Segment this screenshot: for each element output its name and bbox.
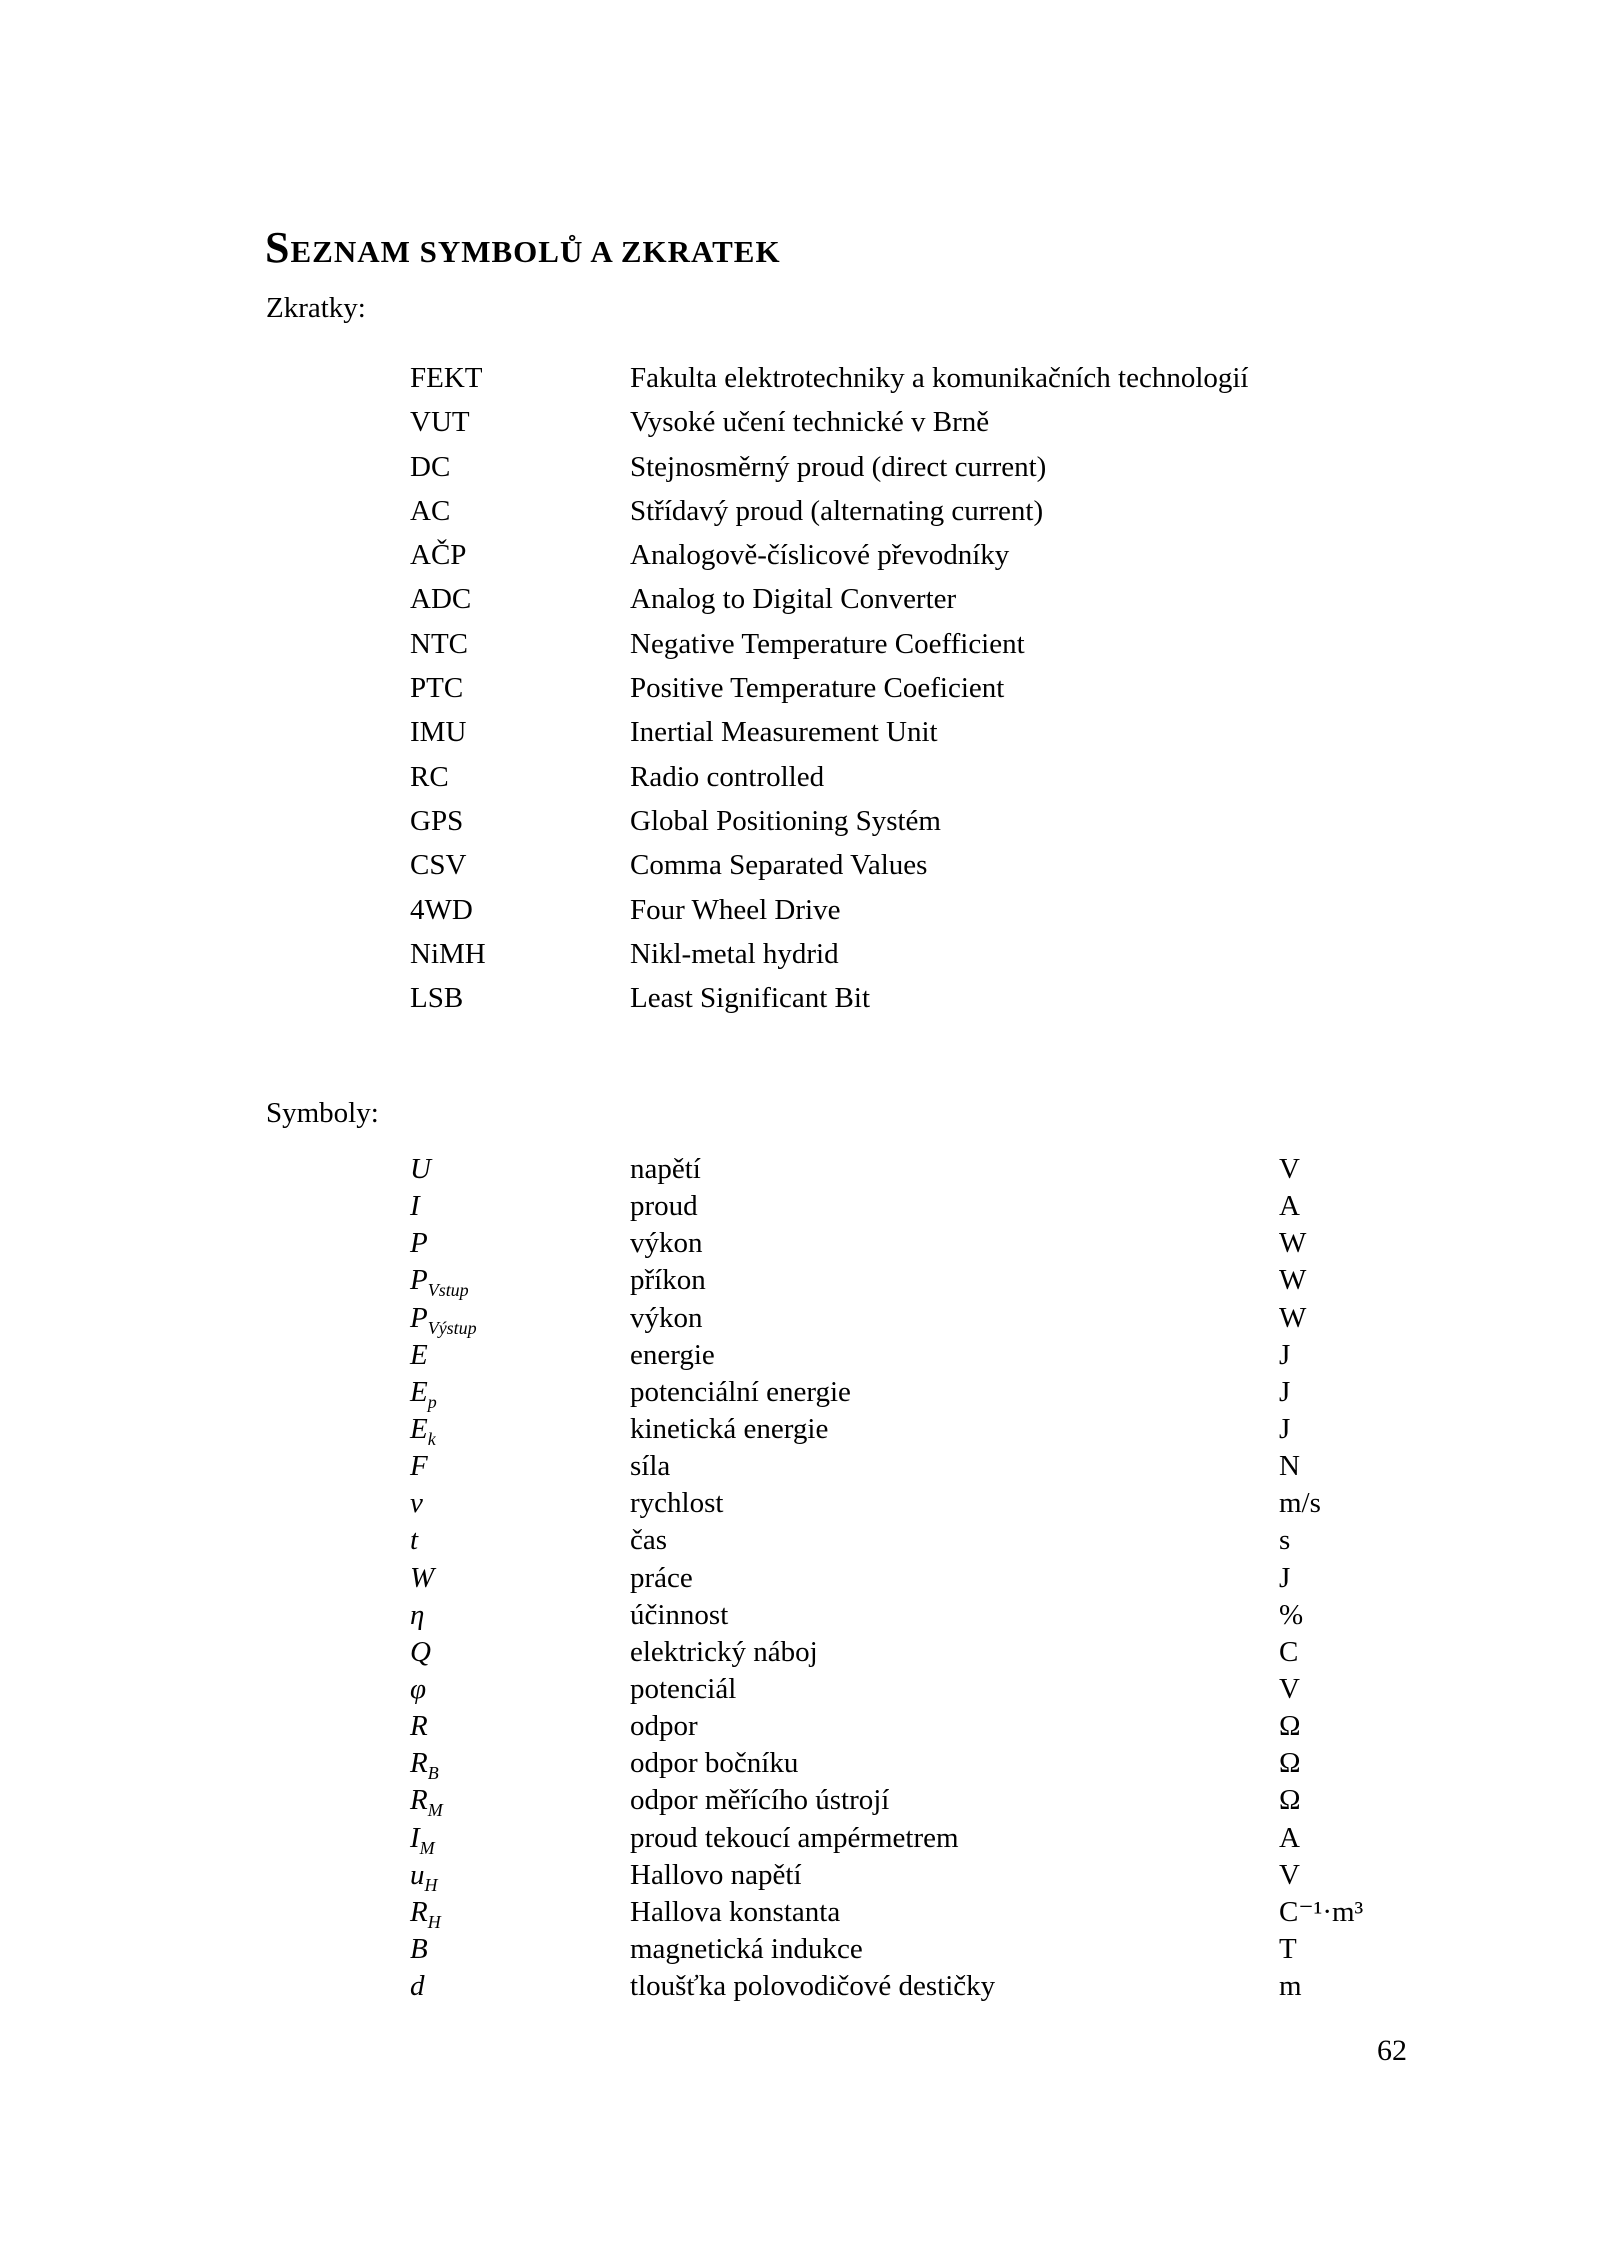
abbreviation-row [410,755,1249,799]
symbol-row [410,1597,1304,1634]
symbol-description: výkon [630,1227,703,1260]
abbreviation-row [410,710,1249,754]
symbol-row [410,1188,1300,1225]
abbreviation-row [410,976,1249,1020]
symbol-description: napětí [630,1153,701,1185]
abbreviation-description: Nikl-metal hydrid [630,937,839,970]
abbreviation-term: VUT [410,406,470,439]
symbol-row [410,1522,1291,1559]
symbol-letter: E [410,1412,428,1445]
symbol-term [410,1931,630,1968]
symbol-letter: R [410,1710,428,1743]
abbreviation-row [410,356,1249,400]
symbol-term [410,1262,630,1299]
page-number: 62 [1377,2034,1407,2067]
abbreviation-row [410,622,1249,666]
symbol-row [410,1857,1300,1895]
abbreviation-row [410,888,1249,932]
symbol-description: magnetická indukce [630,1932,863,1965]
symbol-description: energie [630,1338,715,1371]
symbol-term [410,1968,630,2005]
symbol-description: výkon [630,1301,703,1334]
symbol-term [410,1894,630,1931]
symbol-subscript: Výstup [427,1317,477,1338]
abbreviation-term: CSV [410,849,467,882]
symbol-term [410,1374,630,1411]
symbol-unit: C [1279,1635,1299,1668]
symbol-unit: m [1279,1970,1302,2003]
abbreviation-term: AČP [410,539,467,572]
abbreviation-row [410,445,1249,489]
symbol-subscript: k [427,1428,436,1449]
abbreviation-description: Least Significant Bit [630,982,871,1015]
symbol-row [410,1374,1291,1412]
symbol-term [410,1225,630,1262]
symbol-unit: C⁻¹·m³ [1279,1895,1364,1928]
abbreviation-description: Analogově-číslicové převodníky [630,539,1010,572]
symbol-row [410,1968,1302,2005]
abbreviation-description: Positive Temperature Coeficient [630,672,1005,705]
symbol-unit: A [1279,1821,1300,1854]
symbol-description: proud tekoucí ampérmetrem [630,1821,959,1854]
symbol-description: potenciální energie [630,1375,851,1408]
symbols-heading: Symboly: [266,1097,379,1129]
symbol-row [410,1411,1291,1449]
symbol-letter: I [410,1821,420,1854]
symbol-unit: Ω [1279,1710,1301,1743]
symbol-row [410,1300,1307,1338]
abbreviation-description: Four Wheel Drive [630,893,841,926]
symbol-term [410,1820,630,1857]
symbol-term [410,1560,630,1597]
symbol-unit: m/s [1279,1487,1321,1520]
symbol-unit: V [1279,1153,1300,1185]
page-title: SEZNAM SYMBOLŮ A ZKRATEK [265,223,781,272]
symbol-row [410,1337,1291,1374]
abbreviation-term: LSB [410,982,464,1015]
symbol-term [410,1745,630,1782]
abbreviation-term: FEKT [410,362,483,394]
symbol-letter: E [410,1375,428,1408]
symbol-subscript: H [427,1911,441,1932]
symbol-letter: U [410,1153,431,1185]
abbreviation-description: Fakulta elektrotechniky a komunikačních technologií [630,362,1249,394]
symbol-description: odpor bočníku [630,1747,799,1780]
abbreviation-row [410,400,1249,444]
symbol-row [410,1782,1301,1821]
symbol-description: čas [630,1524,668,1557]
symbol-term [410,1411,630,1448]
symbol-letter: P [410,1264,428,1297]
symbol-term [410,1522,630,1559]
symbol-unit: N [1279,1450,1300,1483]
symbol-unit: W [1279,1301,1307,1334]
symbol-unit: J [1279,1412,1291,1445]
symbol-unit: Ω [1279,1784,1301,1817]
symbol-row [410,1262,1307,1301]
symbol-row [410,1485,1321,1522]
abbreviation-description: Comma Separated Values [630,849,928,882]
symbol-subscript: B [427,1763,439,1784]
symbol-term [410,1857,630,1894]
symbol-unit: T [1279,1932,1297,1965]
abbreviation-row [410,932,1249,976]
abbreviation-row [410,843,1249,887]
symbol-row [410,1820,1300,1858]
symbol-term [410,1597,630,1634]
symbol-letter: R [410,1747,428,1780]
symbol-description: potenciál [630,1672,737,1705]
symbol-term [410,1671,630,1708]
symbol-row [410,1560,1291,1597]
abbreviation-row [410,666,1249,710]
abbreviation-term: 4WD [410,893,473,926]
abbreviations-list [410,356,1249,1020]
abbreviation-term: NTC [410,627,468,660]
symbol-row [410,1225,1307,1262]
abbreviation-term: GPS [410,804,464,837]
symbol-unit: Ω [1279,1747,1301,1780]
symbol-description: příkon [630,1264,706,1297]
symbol-description: Hallovo napětí [630,1858,802,1891]
abbreviation-description: Inertial Measurement Unit [630,716,938,749]
symbol-letter: φ [410,1672,427,1705]
symbol-row [410,1708,1301,1745]
symbol-row [410,1745,1301,1784]
symbol-letter: I [410,1190,420,1223]
symbol-description: tloušťka polovodičové destičky [630,1970,996,2003]
abbreviation-term: ADC [410,583,472,616]
abbreviation-description: Global Positioning Systém [630,804,941,837]
abbreviation-row [410,799,1249,843]
symbol-term [410,1188,630,1225]
symbol-row [410,1634,1299,1671]
symbol-description: elektrický náboj [630,1635,818,1668]
abbreviation-description: Střídavý proud (alternating current) [630,494,1044,527]
symbol-term [410,1300,630,1337]
symbol-term [410,1634,630,1671]
abbreviation-description: Radio controlled [630,760,825,793]
symbol-letter: η [410,1598,425,1631]
abbreviation-row [410,533,1249,577]
abbreviation-row [410,489,1249,533]
abbreviation-description: Analog to Digital Converter [630,583,957,616]
symbol-unit: % [1279,1598,1304,1631]
symbol-term [410,1337,630,1374]
symbol-row [410,1448,1300,1485]
symbol-description: síla [630,1450,671,1483]
symbol-unit: W [1279,1227,1307,1260]
symbol-letter: R [410,1784,428,1817]
symbol-letter: u [410,1858,425,1891]
symbol-description: práce [630,1561,693,1594]
abbreviation-description: Negative Temperature Coefficient [630,627,1025,660]
symbol-row [410,1931,1297,1968]
symbol-description: odpor [630,1710,698,1743]
symbol-unit: V [1279,1858,1300,1891]
symbol-letter: d [410,1970,425,2003]
symbol-letter: P [410,1301,428,1334]
symbol-letter: P [410,1227,428,1260]
symbol-letter: Q [410,1635,431,1668]
symbol-description: účinnost [630,1598,729,1631]
abbreviation-description: Stejnosměrný proud (direct current) [630,450,1047,483]
symbol-row [410,1894,1364,1932]
symbol-description: proud [630,1190,698,1223]
symbol-term [410,1485,630,1522]
symbol-description: odpor měřícího ústrojí [630,1784,890,1817]
abbreviation-term: IMU [410,716,467,749]
symbol-letter: v [410,1487,423,1520]
abbreviation-row [410,577,1249,621]
symbol-row [410,1151,1300,1188]
symbol-subscript: M [419,1837,435,1858]
abbreviations-heading: Zkratky: [266,292,366,324]
symbol-letter: t [410,1524,419,1557]
symbols-list [410,1151,1364,2005]
symbol-letter: F [410,1450,428,1483]
symbol-description: Hallova konstanta [630,1895,841,1928]
symbol-subscript: M [427,1800,443,1821]
symbol-unit: J [1279,1561,1291,1594]
symbol-row [410,1671,1300,1708]
symbol-unit: W [1279,1264,1307,1297]
symbol-term [410,1708,630,1745]
symbol-letter: R [410,1895,428,1928]
symbol-unit: A [1279,1190,1300,1223]
symbol-letter: E [410,1338,428,1371]
symbol-unit: s [1279,1524,1291,1557]
abbreviation-term: DC [410,450,451,483]
symbol-term [410,1782,630,1819]
abbreviation-term: PTC [410,672,464,705]
symbol-term [410,1448,630,1485]
symbol-unit: J [1279,1375,1291,1408]
symbol-unit: J [1279,1338,1291,1371]
symbol-subscript: H [424,1874,438,1895]
symbol-unit: V [1279,1672,1300,1705]
symbol-subscript: Vstup [427,1280,469,1301]
abbreviation-term: AC [410,494,451,527]
symbol-letter: B [410,1932,428,1965]
symbol-letter: W [410,1561,435,1594]
abbreviation-term: NiMH [410,937,486,970]
symbol-term [410,1151,630,1188]
abbreviation-term: RC [410,760,449,793]
abbreviation-description: Vysoké učení technické v Brně [630,406,990,439]
symbol-description: rychlost [630,1487,724,1520]
symbol-description: kinetická energie [630,1412,829,1445]
symbol-subscript: p [427,1391,437,1412]
